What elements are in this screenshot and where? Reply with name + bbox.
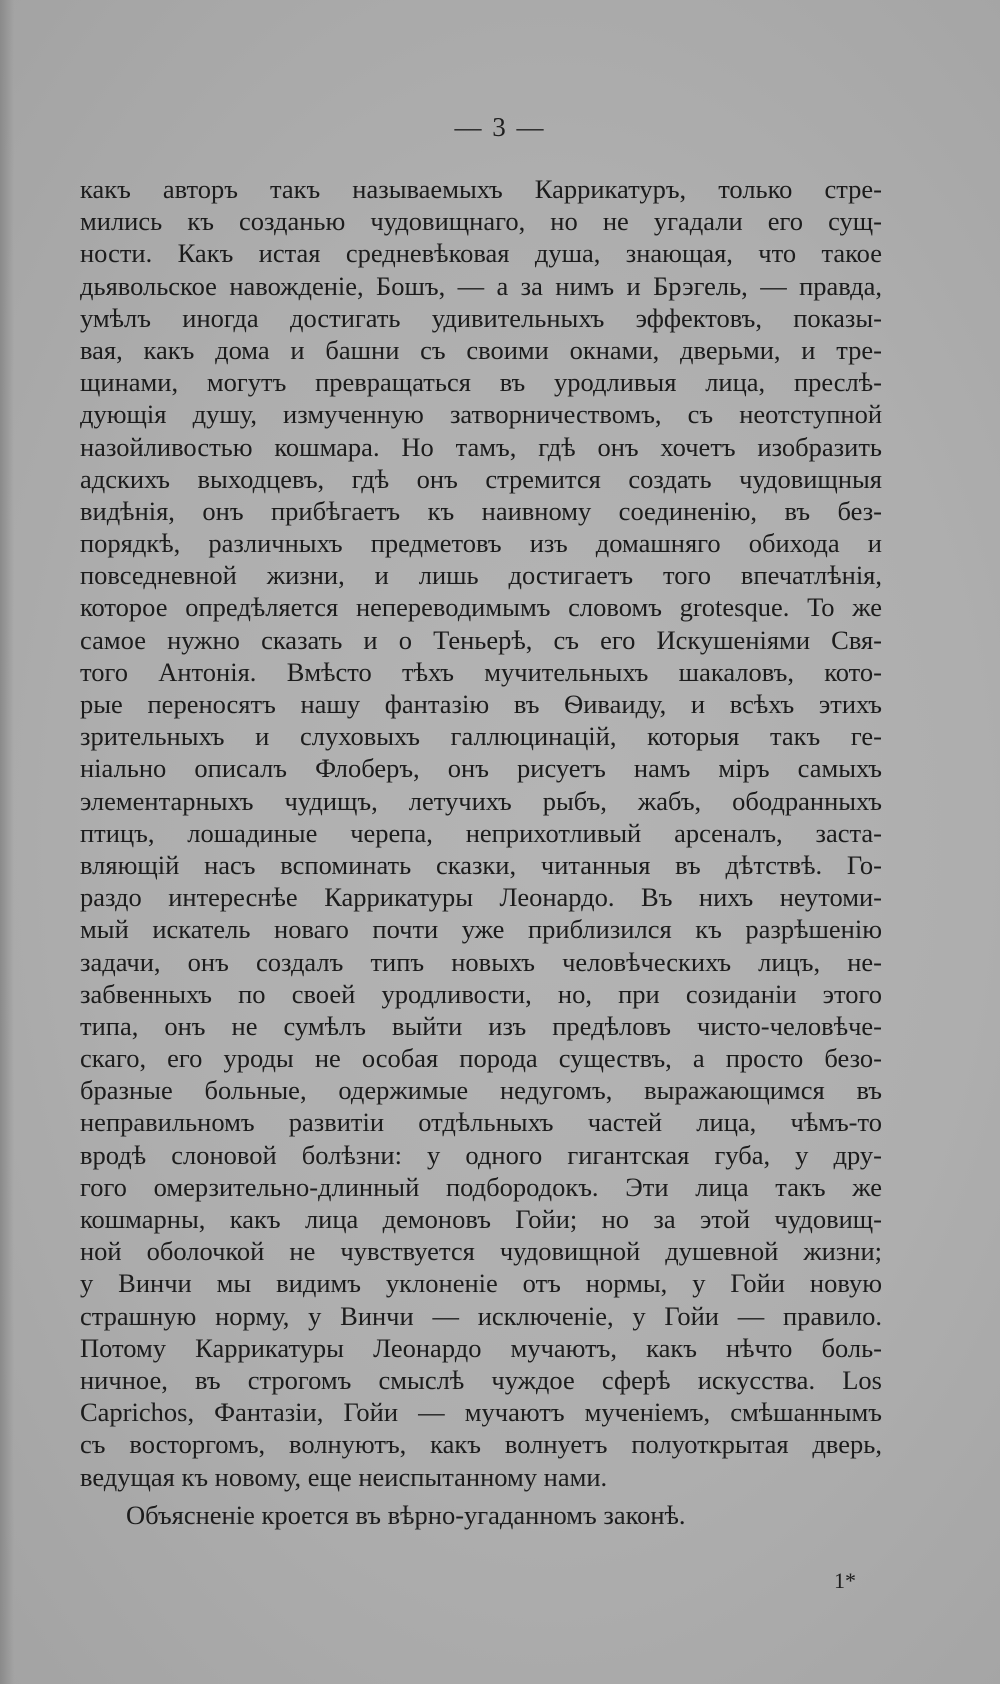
text-line: адскихъ выходцевъ, гдѣ онъ стремится создать чудовищныя (80, 463, 882, 494)
text-line: порядкѣ, различныхъ предметовъ изъ домашняго обихода и (80, 528, 882, 559)
text-line: щинами, могутъ превращаться въ уродливыя лица, преслѣ- (80, 367, 882, 398)
text-line: у Винчи мы видимъ уклоненіе отъ нормы, у Гойи новую (80, 1268, 882, 1299)
text-line: умѣлъ иногда достигать удивительныхъ эффектовъ, показы- (80, 302, 882, 333)
text-line: мый искатель новаго почти уже приблизился къ разрѣшенію (80, 914, 882, 945)
text-line: бразные больные, одержимые недугомъ, выражающимся въ (80, 1075, 882, 1106)
body-text (80, 173, 882, 1531)
text-line: типа, онъ не сумѣлъ выйти изъ предѣловъ чисто-человѣче- (80, 1010, 882, 1041)
text-line: съ восторгомъ, волнуютъ, какъ волнуетъ полуоткрытая дверь, (80, 1429, 882, 1460)
text-line: Потому Каррикатуры Леонардо мучаютъ, какъ нѣчто боль- (80, 1332, 882, 1363)
text-line: ничное, въ строгомъ смыслѣ чуждое сферѣ искусства. Los (80, 1364, 882, 1395)
text-line: кошмарны, какъ лица демоновъ Гойи; но за этой чудовищ- (80, 1204, 882, 1234)
text-line: повседневной жизни, и лишь достигаетъ того впечатлѣнія, (80, 560, 882, 591)
text-line: какъ авторъ такъ называемыхъ Каррикатуръ, только стре- (80, 174, 882, 204)
text-line: вляющій насъ вспоминать сказки, читанныя въ дѣтствѣ. Го- (80, 849, 882, 880)
text-line: дующія душу, измученную затворничествомъ, съ неотступной (80, 399, 882, 430)
text-line: вая, какъ дома и башни съ своими окнами, дверьми, и тре- (80, 334, 882, 365)
text-line: вродѣ слоновой болѣзни: у одного гигантская губа, у дру- (80, 1139, 882, 1170)
text-line: того Антонія. Вмѣсто тѣхъ мучительныхъ шакаловъ, кото- (80, 656, 882, 687)
text-line: элементарныхъ чудищъ, летучихъ рыбъ, жабъ, ободранныхъ (80, 785, 882, 816)
text-line: рые переносятъ нашу фантазію въ Ѳиваиду, и всѣхъ этихъ (80, 689, 882, 719)
text-line: птицъ, лошадиные черепа, неприхотливый арсеналъ, заста- (80, 817, 882, 848)
text-line: страшную норму, у Винчи — исключеніе, у Гойи — правило. (80, 1300, 882, 1331)
text-line: скаго, его уроды не особая порода существъ, а просто безо- (80, 1043, 882, 1074)
text-line: Объясненіе кроется въ вѣрно-угаданномъ законѣ. (126, 1499, 686, 1530)
text-line: ной оболочкой не чувствуется чудовищной душевной жизни; (80, 1236, 882, 1267)
text-line: задачи, онъ создалъ типъ новыхъ человѣческихъ лицъ, не- (80, 946, 882, 977)
text-line: назойливостью кошмара. Но тамъ, гдѣ онъ хочетъ изобразить (80, 431, 882, 462)
signature-mark: 1* (834, 1568, 856, 1593)
text-line: которое опредѣляется непереводимымъ словомъ grotesque. То же (80, 592, 882, 623)
text-line: забвенныхъ по своей уродливости, но, при созиданіи этого (80, 978, 882, 1009)
text-line: ности. Какъ истая средневѣковая душа, знающая, что такое (80, 238, 882, 269)
text-line: ніально описалъ Флоберъ, онъ рисуетъ намъ міръ самыхъ (80, 753, 882, 784)
text-line: ведущая къ новому, еще неиспытанному нами. (80, 1461, 608, 1492)
text-line: дьявольское навожденіе, Бошъ, — а за нимъ и Брэгель, — правда, (80, 270, 882, 301)
page-number: — 3 — (454, 112, 546, 142)
text-line: мились къ созданью чудовищнаго, но не угадали его сущ- (80, 206, 882, 237)
text-line: зрительныхъ и слуховыхъ галлюцинацій, которыя такъ ге- (80, 721, 882, 752)
text-line: гого омерзительно-длинный подбородокъ. Эти лица такъ же (80, 1171, 882, 1202)
text-line: раздо интереснѣе Каррикатуры Леонардо. Въ нихъ неутоми- (80, 882, 882, 913)
text-line: самое нужно сказать и о Теньерѣ, съ его Искушеніями Свя- (80, 624, 882, 655)
text-line: видѣнія, онъ прибѣгаетъ къ наивному соединенію, въ без- (80, 495, 882, 526)
text-line: Caprichos, Фантазіи, Гойи — мучаютъ мученіемъ, смѣшаннымъ (80, 1397, 882, 1428)
text-line: неправильномъ развитіи отдѣльныхъ частей лица, чѣмъ-то (80, 1107, 882, 1138)
page-edge-shadow (0, 0, 14, 1684)
